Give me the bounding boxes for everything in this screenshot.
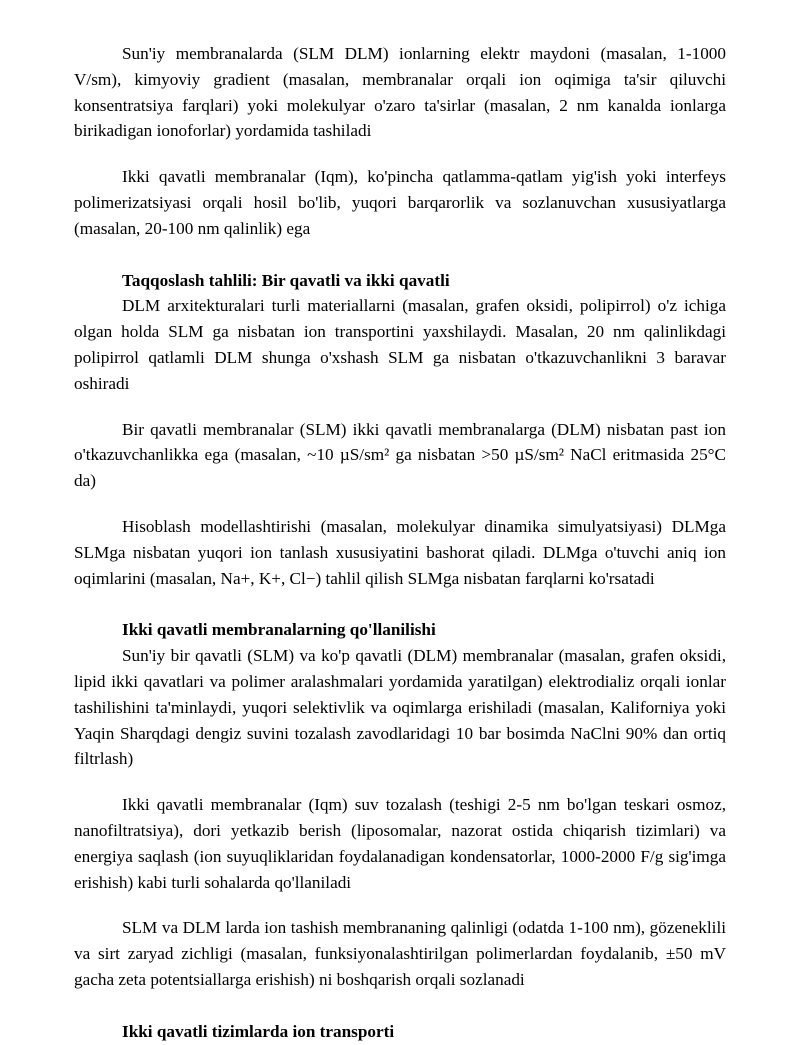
paragraph-dlm-architectures: DLM arxitekturalari turli materiallarni (masalan, grafen oksidi, polipirrol) o'z ichiga olgan holda SLM ga nisbatan ion transportini yaxshilaydi. Masalan, 20 nm qalinlikdagi polipirrol qatlamli DLM shunga o'xshash SLM ga nisbatan o'tkazuvchanlikni 3 baravar oshiradi xyxy=(74,296,726,393)
heading-ion-transport-bilayer: Ikki qavatli tizimlarda ion transporti xyxy=(122,1021,395,1041)
heading-applications: Ikki qavatli membranalarning qo'llanilishi xyxy=(122,620,436,640)
paragraph-electrodialysis: Sun'iy bir qavatli (SLM) va ko'p qavatli (DLM) membranalar (masalan, grafen oksidi, lipid ikki qavatlari va polimer aralashmalari yordamida yaratilgan) elektrodializ orqali ionlar tashilishini ta'minlaydi, yuqori selektivlik va oqimlarga erishiladi (masalan, Kaliforniya yoki Yaqin Sharqdagi dengiz suvini tozalash zavodlaridagi 10 bar bosimda NaClni 90% dan ortiq filtrlash) xyxy=(74,646,726,769)
paragraph-tuning-transport: SLM va DLM larda ion tashish membrananing qalinligi (odatda 1-100 nm), gözeneklili va sirt zaryad zichligi (masalan, funksiyonalashtirilgan polimerlardan foydalanib, ±50 mV gacha zeta potentsiallarga erishish) ni boshqarish orqali sozlanadi xyxy=(74,918,726,989)
paragraph-slm-conductivity: Bir qavatli membranalar (SLM) ikki qavatli membranalarga (DLM) nisbatan past ion o'tkazuvchanlikka ega (masalan, ~10 µS/sm² ga nisbatan >50 µS/sm² NaCl eritmasida 25°C da) xyxy=(74,419,726,491)
paragraph-application-fields: Ikki qavatli membranalar (Iqm) suv tozalash (teshigi 2-5 nm bo'lgan teskari osmoz, nanofiltratsiya), dori yetkazib berish (liposomalar, nazorat ostida chiqarish tizimlari) va energiya saqlash (ion suyuqliklaridan foydalanadigan kondensatorlar, 1000-2000 F/g sig'imga erishish) kabi turli sohalarda qo'llaniladi xyxy=(74,795,726,892)
paragraph-ion-transport-mechanisms: Sun'iy membranalarda (SLM DLM) ionlarning elektr maydoni (masalan, 1-1000 V/sm), kimyoviy gradient (masalan, membranalar orqali ion oqimiga ta'sir qiluvchi konsentratsiya farqlari) yoki molekulyar o'zaro ta'sirlar (masalan, 2 nm kanalda ionlarga birikadigan ionoforlar) yordamida tashiladi xyxy=(74,44,726,141)
document-page xyxy=(74,41,726,1045)
paragraph-bilayer-membranes: Ikki qavatli membranalar (Iqm), ko'pincha qatlamma-qatlam yig'ish yoki interfeys polimerizatsiyasi orqali hosil bo'lib, yuqori barqarorlik va sozlanuvchan xususiyatlarga (masalan, 20-100 nm qalinlik) ega xyxy=(74,167,726,238)
heading-comparative-analysis: Taqqoslash tahlili: Bir qavatli va ikki qavatli xyxy=(122,270,450,290)
paragraph-computational-modeling: Hisoblash modellashtirishi (masalan, molekulyar dinamika simulyatsiyasi) DLMga SLMga nisbatan yuqori ion tanlash xususiyatini bashorat qiladi. DLMga o'tuvchi aniq ion oqimlarini (masalan, Na+, K+, Cl−) tahlil qilish SLMga nisbatan farqlarni ko'rsatadi xyxy=(74,516,726,588)
